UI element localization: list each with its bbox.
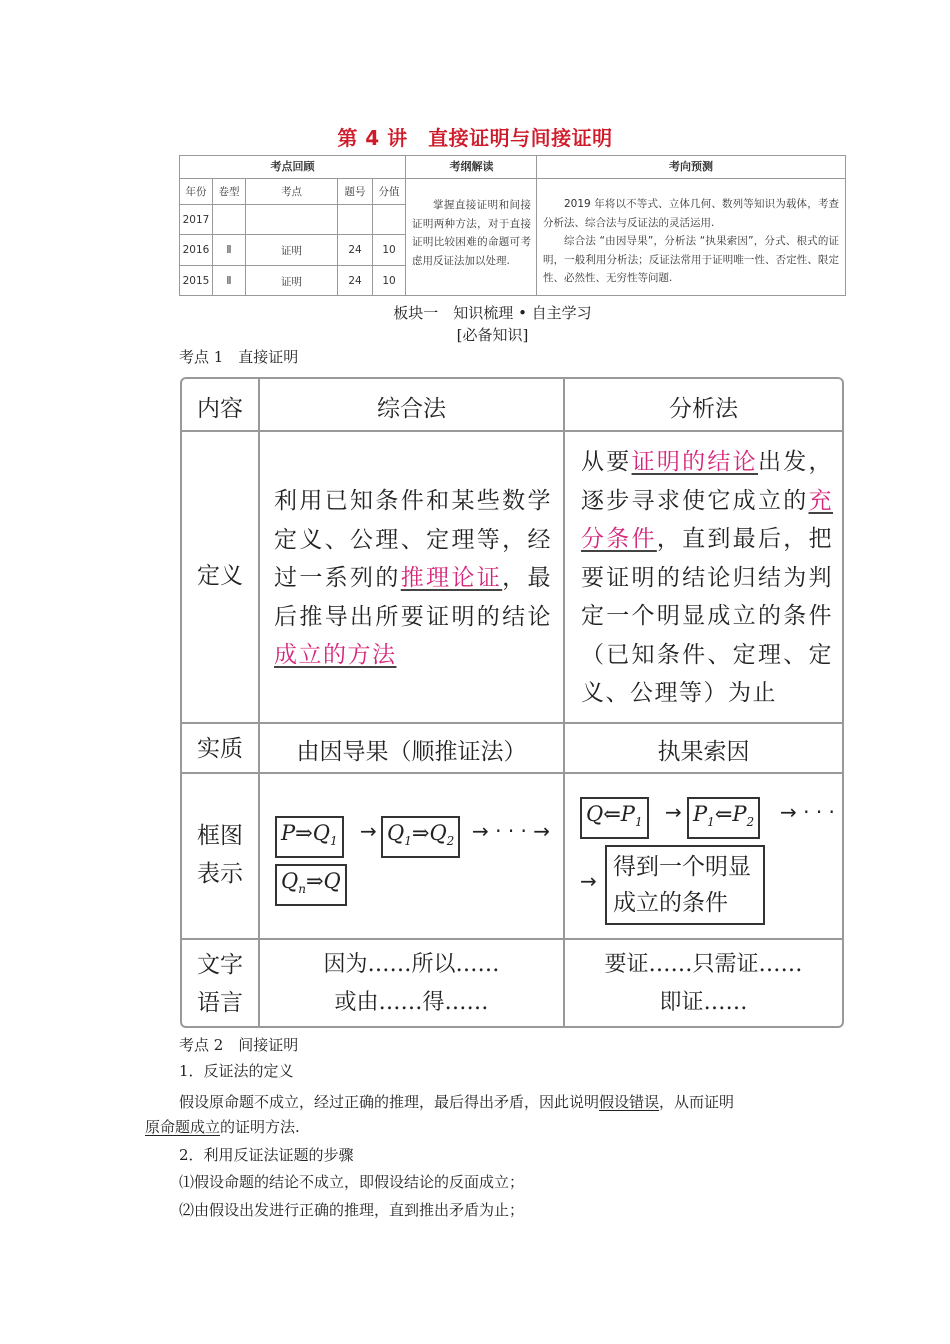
review-column [180,156,405,295]
header-cell: 分值 [373,179,406,205]
header-cell: 题号 [338,179,373,205]
table-cell [213,205,246,235]
paragraph-continued: 原命题成立的证明方法. [145,1118,300,1136]
subsection-title: 1．反证法的定义 [179,1062,294,1080]
table-cell: 证明 [246,266,338,297]
header-synthetic: 综合法 [377,396,446,422]
arrow-right-icon: → [580,869,597,893]
paragraph: 假设原命题不成立，经过正确的推理，最后得出矛盾，因此说明假设错误，从而证明 [179,1093,735,1111]
header-cell: 年份 [180,179,213,205]
table-cell: 2017 [180,205,213,235]
highlight-term: 推理论证 [400,565,503,591]
diagram-box-condition: 得到一个明显成立的条件 [605,845,765,925]
arrow-right-icon: → [360,819,377,843]
table-cell: Ⅱ [213,266,246,297]
step-item: ⑵由假设出发进行正确的推理，直到推出矛盾为止； [179,1201,525,1219]
table-cell: 2016 [180,235,213,266]
arrow-ellipsis: → · · · → [472,819,551,843]
header-cell: 考点 [246,179,338,205]
analytic-definition: 从要证明的结论出发，逐步寻求使它成立的充分条件，直到最后，把要证明的结论归结为判定一个明显成立的条件（已知条件、定理、定义、公理等）为止 [581,449,834,706]
synthetic-essence: 由因导果（顺推证法） [296,739,527,765]
diagram-box-q1-q2: $Q_1\Rightarrow Q_2$ [381,816,460,858]
review-column [536,156,845,295]
table-cell: 证明 [246,235,338,266]
table-cell: 10 [382,275,396,287]
table-cell: 24 [338,266,373,297]
column-header: 考点回顾 [180,156,405,179]
block-title: 板块一 知识梳理 • 自主学习 [393,304,592,322]
analytic-language: 要证……只需证…… 即证…… [604,952,803,1015]
synthetic-language: 因为……所以…… 或由……得…… [323,952,500,1015]
highlight-term: 充分条件 [581,487,833,552]
forecast-text: 2019 年将以不等式、立体几何、数列等知识为载体，考查分析法、综合法与反证法的灵活运用. 综合法 “由因导果”，分析法 “执果索因”，分式、根式的证明，一般利用分析法；反证法常用于证明唯一性、否定性、限定性、必然性、无穷性等问题. [543,198,839,284]
step-item: ⑴假设命题的结论不成立，即假设结论的反面成立； [179,1173,525,1191]
highlight-term: 证明的结论 [631,449,758,475]
column-header: 考纲解读 [406,156,537,179]
diagram-box-qn-q: $Q_n\Rightarrow Q$ [275,864,347,906]
methods-table [180,377,844,1028]
table-cell: Ⅱ [213,235,246,266]
table-cell: 10 [373,235,406,266]
row-label-language: 文字 语言 [197,952,243,1016]
page-title: 第 4 讲 直接证明与间接证明 [337,126,613,150]
section-heading: 考点 2 间接证明 [179,1036,299,1054]
table-cell [246,205,338,235]
interpretation-text: 掌握直接证明和间接证明两种方法，对于直接证明比较困难的命题可考虑用反证法加以处理. [412,199,531,267]
table-cell [373,205,406,235]
row-label-diagram: 框图 表示 [197,823,243,887]
column-header: 考向预测 [537,156,845,179]
row-label-definition: 定义 [197,563,243,589]
header-analytic: 分析法 [669,396,738,422]
subsection-title: 2．利用反证法证题的步骤 [179,1146,354,1164]
diagram-box-q-p1: $Q⇐P_1$ [580,797,649,839]
table-cell [338,205,373,235]
review-grid [180,179,405,296]
underlined-answer: 假设错误 [599,1093,660,1111]
synthetic-definition: 利用已知条件和某些数学定义、公理、定理等，经过一系列的推理论证，最后推导出所要证明的结论成立的方法 [274,488,553,668]
block-subtitle: [必备知识] [456,326,529,344]
review-table [179,155,846,296]
review-column [405,156,537,295]
table-cell: 24 [338,235,373,266]
analytic-essence: 执果索因 [657,739,750,765]
section-heading: 考点 1 直接证明 [179,348,299,366]
arrow-right-icon: → [665,800,682,824]
header-content: 内容 [197,396,243,422]
arrow-ellipsis: → · · · [780,800,835,824]
row-label-essence: 实质 [197,736,243,762]
diagram-box-p1-p2: $P_1⇐P_2$ [687,797,760,839]
highlight-term: 成立的方法 [274,642,397,668]
table-cell: 2015 [180,266,213,297]
diagram-box-p-q1: $P\Rightarrow Q_1$ [275,816,344,858]
underlined-answer: 原命题成立 [145,1118,221,1136]
header-cell: 卷型 [213,179,246,205]
